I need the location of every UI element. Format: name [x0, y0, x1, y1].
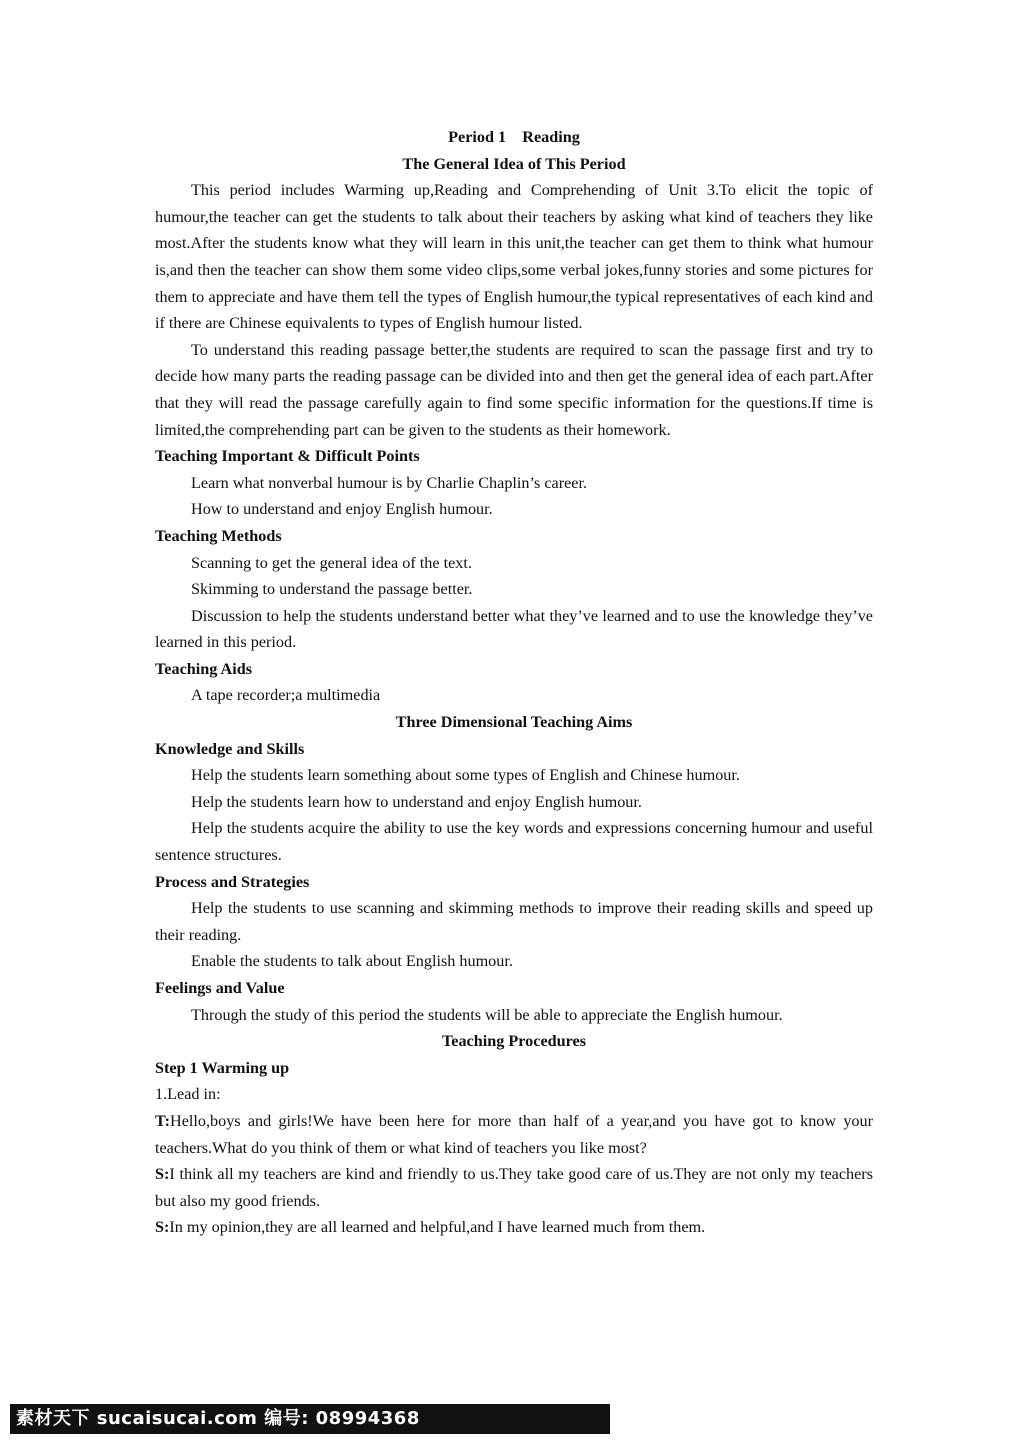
methods-heading: Teaching Methods	[155, 526, 282, 545]
method-item-long: Discussion to help the students understand better what they’ve learned and to use the knowledge they’ve learned in this period.	[155, 606, 873, 652]
step1-heading: Step 1 Warming up	[155, 1058, 290, 1077]
paragraph-intro: This period includes Warming up,Reading and Comprehending of Unit 3.To elicit the topic of humour,the teacher can get the students to talk about their teachers by asking what kind of teachers they like most.After the students know what they will learn in this unit,the teacher can get them to think what humour is,and then the teacher can show them some video clips,some verbal jokes,funny stories and some pictures for them to appreciate and have them tell the types of English humour,the typical representatives of each kind and if there are Chinese equivalents to types of English humour listed.	[155, 181, 873, 333]
speaker-label: S:	[155, 1165, 170, 1184]
dialogue-line	[155, 1108, 873, 1161]
watermark-banner: 素材天下 sucaisucai.com 编号: 08994368	[10, 1404, 610, 1434]
aids-text: A tape recorder;a multimedia	[191, 686, 381, 705]
procedures-heading: Teaching Procedures	[441, 1032, 587, 1051]
knowledge-item: Help the students learn how to understand and enjoy English humour.	[191, 792, 642, 811]
dialogue-line	[155, 1214, 873, 1241]
speaker-label: T:	[155, 1111, 170, 1130]
process-item: Enable the students to talk about English humour.	[191, 952, 513, 971]
lead-in: 1.Lead in:	[155, 1085, 221, 1104]
period-title: Period 1 Reading	[448, 128, 580, 146]
important-points-heading: Teaching Important & Difficult Points	[155, 447, 420, 466]
aids-heading: Teaching Aids	[155, 659, 253, 678]
document-page	[155, 124, 873, 1241]
process-heading: Process and Strategies	[155, 872, 310, 891]
dialogue-text: Hello,boys and girls!We have been here for more than half of a year,and you have got to know your teachers.What do you think of them or what kind of teachers you like most?	[155, 1111, 873, 1157]
dialogue-text: In my opinion,they are all learned and helpful,and I have learned much from them.	[169, 1218, 706, 1237]
method-item: Skimming to understand the passage better.	[191, 580, 473, 599]
feelings-text: Through the study of this period the students will be able to appreciate the English humour.	[191, 1005, 783, 1024]
important-point: How to understand and enjoy English humour.	[191, 500, 493, 519]
process-item-long: Help the students to use scanning and skimming methods to improve their reading skills and speed up their reading.	[155, 899, 873, 944]
dialogue-line	[155, 1161, 873, 1214]
feelings-heading: Feelings and Value	[155, 979, 285, 997]
knowledge-item: Help the students learn something about some types of English and Chinese humour.	[191, 766, 740, 785]
important-point: Learn what nonverbal humour is by Charlie Chaplin’s career.	[191, 473, 588, 492]
aims-heading: Three Dimensional Teaching Aims	[395, 713, 633, 732]
dialogue-text: I think all my teachers are kind and friendly to us.They take good care of us.They are not only my teachers but also my good friends.	[155, 1165, 873, 1210]
knowledge-heading: Knowledge and Skills	[155, 739, 305, 758]
knowledge-item-long: Help the students acquire the ability to use the key words and expressions concerning humour and useful sentence structures.	[155, 819, 873, 865]
speaker-label: S:	[155, 1218, 170, 1237]
method-item: Scanning to get the general idea of the text.	[191, 553, 472, 572]
paragraph-reading: To understand this reading passage better,the students are required to scan the passage first and try to decide how many parts the reading passage can be divided into and then get the general idea of each part.After that they will read the passage carefully again to find some specific information for the questions.If time is limited,the comprehending part can be given to the students as their homework.	[155, 340, 873, 439]
general-idea-heading: The General Idea of This Period	[402, 154, 626, 173]
